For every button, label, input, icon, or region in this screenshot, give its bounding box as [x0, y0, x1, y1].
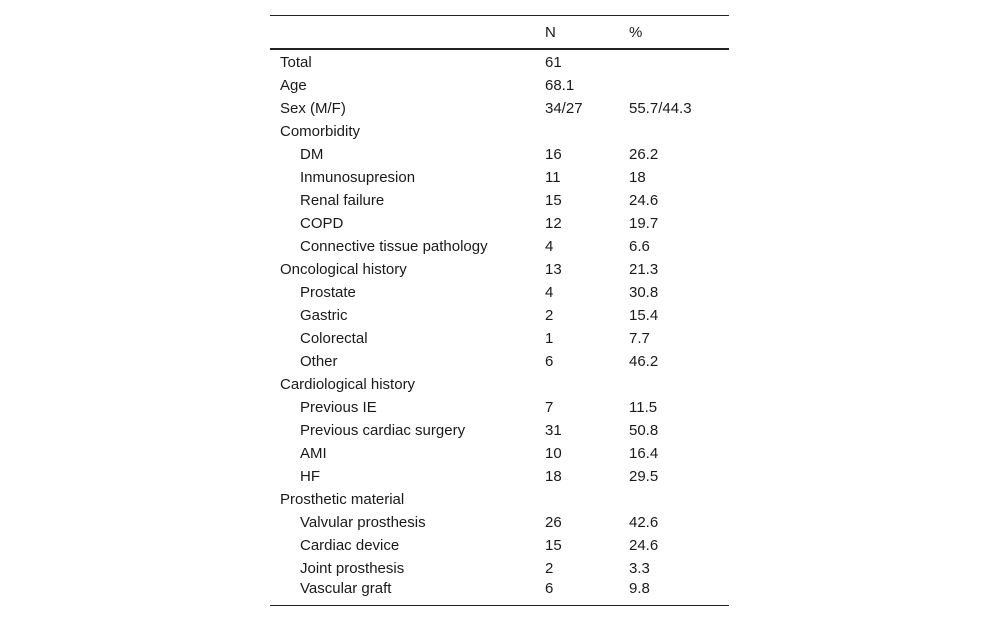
row-n: 7 [545, 399, 554, 416]
table-row [270, 465, 729, 488]
row-percent [629, 373, 729, 396]
row-percent [629, 74, 729, 97]
row-label: Connective tissue pathology [300, 238, 488, 255]
table-body [270, 49, 729, 606]
row-percent: 46.2 [629, 353, 659, 370]
row-n: 12 [545, 215, 562, 232]
row-percent: 7.7 [629, 330, 650, 347]
table-header [270, 16, 729, 50]
row-percent: 26.2 [629, 146, 659, 163]
row-label: Previous cardiac surgery [300, 422, 466, 439]
row-n: 68.1 [545, 77, 575, 94]
table-row [270, 557, 729, 580]
row-n: 1 [545, 330, 554, 347]
table-row [270, 97, 729, 120]
row-n [545, 120, 629, 143]
row-label: Colorectal [300, 330, 368, 347]
section-label: Prosthetic material [280, 491, 405, 508]
row-percent: 16.4 [629, 445, 659, 462]
row-n: 15 [545, 537, 562, 554]
row-percent: 24.6 [629, 192, 659, 209]
row-n: 16 [545, 146, 562, 163]
row-percent: 18 [629, 169, 646, 186]
row-label: Total [280, 54, 312, 71]
row-n: 6 [545, 353, 554, 370]
row-percent: 3.3 [629, 560, 650, 577]
row-label: Cardiac device [300, 537, 400, 554]
patient-characteristics-table-wrapper [270, 15, 729, 606]
section-label: Comorbidity [280, 123, 361, 140]
row-label: AMI [300, 445, 327, 462]
row-percent: 21.3 [629, 261, 659, 278]
table-row [270, 281, 729, 304]
row-label: COPD [300, 215, 344, 232]
row-n: 31 [545, 422, 562, 439]
table-row [270, 166, 729, 189]
row-percent: 50.8 [629, 422, 659, 439]
row-percent: 9.8 [629, 580, 650, 597]
row-label: Previous IE [300, 399, 377, 416]
row-label: Renal failure [300, 192, 385, 209]
table-row [270, 396, 729, 419]
row-percent: 42.6 [629, 514, 659, 531]
row-percent: 30.8 [629, 284, 659, 301]
row-label: Sex (M/F) [280, 100, 346, 117]
row-n: 4 [545, 238, 554, 255]
row-n: 2 [545, 307, 554, 324]
row-percent: 11.5 [629, 399, 658, 416]
table-section-row [270, 120, 729, 143]
table-section-row [270, 488, 729, 511]
row-label: Valvular prosthesis [300, 514, 426, 531]
row-label: Inmunosupresion [300, 169, 416, 186]
table-row [270, 143, 729, 166]
table-row [270, 511, 729, 534]
row-n: 13 [545, 261, 562, 278]
row-label: Gastric [300, 307, 348, 324]
row-n [545, 373, 629, 396]
row-label: Joint prosthesis [300, 560, 405, 577]
row-label: Prostate [300, 284, 356, 301]
table-section-row [270, 258, 729, 281]
table-row [270, 235, 729, 258]
row-n: 10 [545, 445, 562, 462]
row-n: 26 [545, 514, 562, 531]
table-row [270, 212, 729, 235]
row-n [545, 488, 629, 511]
table-row [270, 327, 729, 350]
row-percent [629, 120, 729, 143]
row-n: 18 [545, 468, 562, 485]
table-row [270, 304, 729, 327]
table-section-row [270, 373, 729, 396]
header-row [270, 16, 729, 50]
row-percent: 6.6 [629, 238, 650, 255]
row-n: 15 [545, 192, 562, 209]
row-percent: 55.7/44.3 [629, 100, 692, 117]
table-row [270, 580, 729, 606]
row-n: 6 [545, 580, 554, 597]
row-label: Vascular graft [300, 580, 392, 597]
row-percent: 29.5 [629, 468, 659, 485]
header-n-column: N [545, 23, 556, 41]
row-percent: 24.6 [629, 537, 659, 554]
section-label: Cardiological history [280, 376, 416, 393]
row-n: 11 [545, 169, 561, 186]
table-row [270, 534, 729, 557]
row-n: 34/27 [545, 100, 583, 117]
table-row [270, 49, 729, 74]
row-label: HF [300, 468, 320, 485]
row-label: Other [300, 353, 338, 370]
header-percent-column: % [629, 23, 643, 41]
table-row [270, 350, 729, 373]
row-n: 4 [545, 284, 554, 301]
row-percent: 15.4 [629, 307, 659, 324]
patient-characteristics-table [270, 15, 729, 606]
row-percent [629, 488, 729, 511]
section-label: Oncological history [280, 261, 407, 278]
row-label: Age [280, 77, 307, 94]
row-n: 61 [545, 54, 562, 71]
table-row [270, 189, 729, 212]
row-percent: 19.7 [629, 215, 659, 232]
row-n: 2 [545, 560, 554, 577]
table-row [270, 419, 729, 442]
row-percent [629, 49, 729, 74]
row-label: DM [300, 146, 324, 163]
header-label-column [270, 16, 545, 50]
table-row [270, 442, 729, 465]
table-row [270, 74, 729, 97]
